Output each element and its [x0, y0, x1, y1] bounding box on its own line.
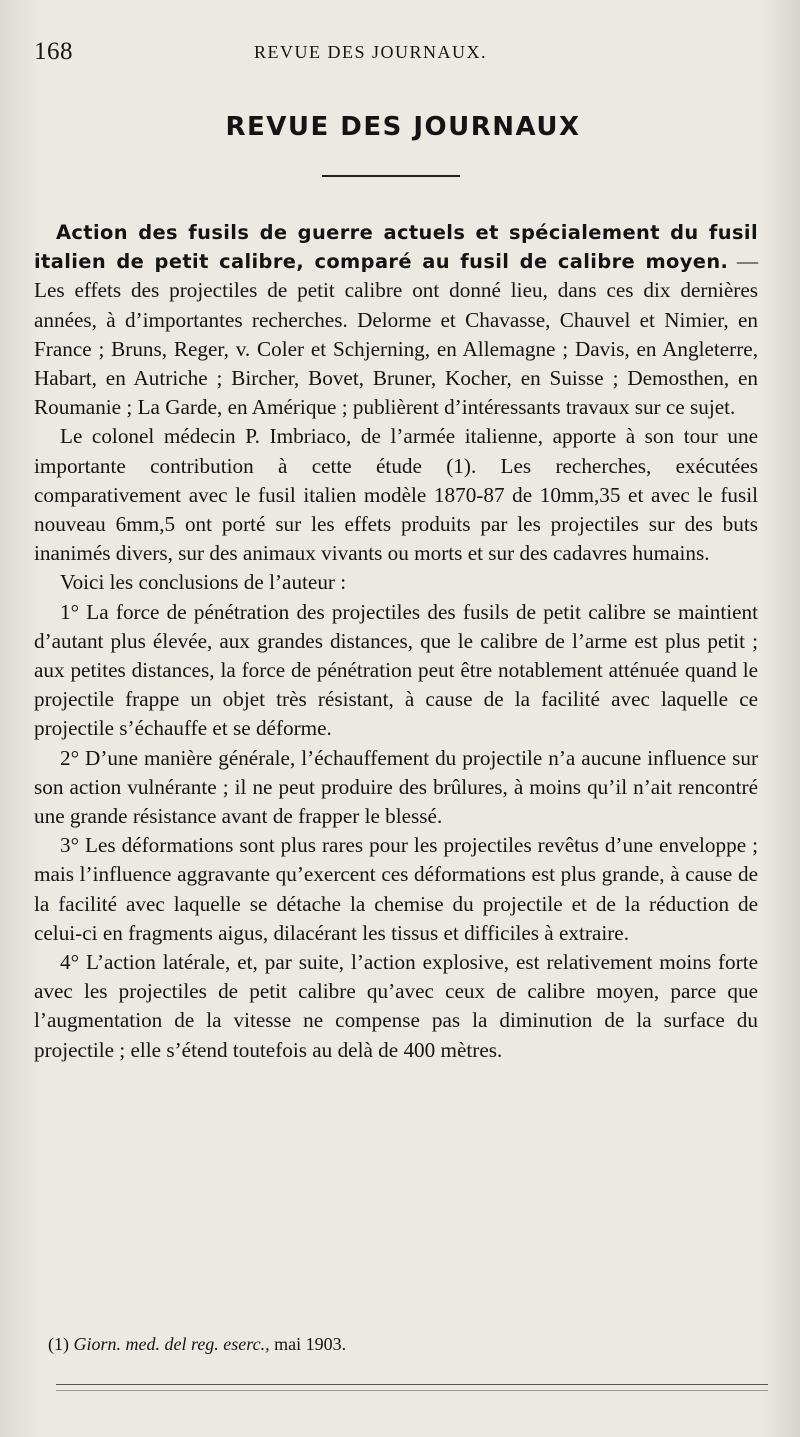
page-number: 168 — [34, 38, 73, 65]
conclusion-item: 2° D’une manière générale, l’échauffement du projectile n’a aucune influence sur son action vulnérante ; il ne peut produire des brûlures, à moins qu’il n’ait rencontré une grande résistance avant de frapper le blessé. — [34, 745, 758, 829]
running-title: REVUE DES JOURNAUX. — [254, 42, 488, 62]
article-heading: Action des fusils de guerre actuels et spécialement du fusil italien de petit calibre, comparé au fusil de calibre moyen. — [34, 221, 758, 274]
section-title: REVUE DES JOURNAUX — [225, 112, 581, 142]
article-intro: — Les effets des projectiles de petit calibre ont donné lieu, dans ces dix dernières années, à d’importantes recherches. Delorme et Chavasse, Chauvel et Nimier, en France ; Bruns, Reger, v. Coler et Schjerning, en Allemagne ; Davis, en Angleterre, Habart, en Autriche ; Bircher, Bovet, Bruner, Kocher, en Suisse ; Demosthen, en Roumanie ; La Garde, en Amérique ; publièrent d’intéressants travaux sur ce sujet. — [34, 249, 758, 420]
footnote-marker: (1) — [48, 1334, 69, 1354]
running-header — [34, 38, 756, 68]
article-paragraph — [34, 218, 758, 422]
title-rule — [322, 175, 460, 177]
conclusion-item: 4° L’action latérale, et, par suite, l’action explosive, est relativement moins forte avec les projectiles de petit calibre qu’avec ceux de calibre moyen, parce que l’augmentation de la vitesse ne compense pas la diminution de la surface du projectile ; elle s’étend toutefois au delà de 400 mètres. — [34, 950, 758, 1062]
conclusion-item: 1° La force de pénétration des projectiles des fusils de petit calibre se maintient d’autant plus élevée, aux grandes distances, que le calibre de l’arme est plus petit ; aux petites distances, la force de pénétration peut être notablement atténuée quand le projectile frappe un objet très résistant, à cause de la facilité avec laquelle ce projectile s’échauffe et se déforme. — [34, 599, 758, 741]
bottom-rule — [56, 1384, 768, 1385]
conclusion-item: 3° Les déformations sont plus rares pour les projectiles revêtus d’une enveloppe ; mais l’influence aggravante qu’exercent ces déformations est plus grande, à cause de la facilité avec laquelle se détache la chemise du projectile et de la réduction de celui-ci en fragments aigus, dilacérant les tissus et difficiles à extraire. — [34, 833, 758, 945]
footnote — [48, 1334, 346, 1355]
bottom-rule — [56, 1390, 768, 1391]
footnote-date: mai 1903. — [274, 1334, 347, 1354]
article-paragraph: Voici les conclusions de l’auteur : — [60, 570, 347, 595]
article-body — [34, 218, 758, 1065]
footnote-source: Giorn. med. del reg. eserc., — [73, 1334, 270, 1354]
article-paragraph: Le colonel médecin P. Imbriaco, de l’armée italienne, apporte à son tour une importante contribution à cette étude (1). Les recherches, exécutées comparativement avec le fusil italien modèle 1870-87 de 10mm,35 et avec le fusil nouveau 6mm,5 ont porté sur les effets produits par les projectiles sur des buts inanimés divers, sur des animaux vivants ou morts et sur des cadavres humains. — [34, 424, 758, 566]
